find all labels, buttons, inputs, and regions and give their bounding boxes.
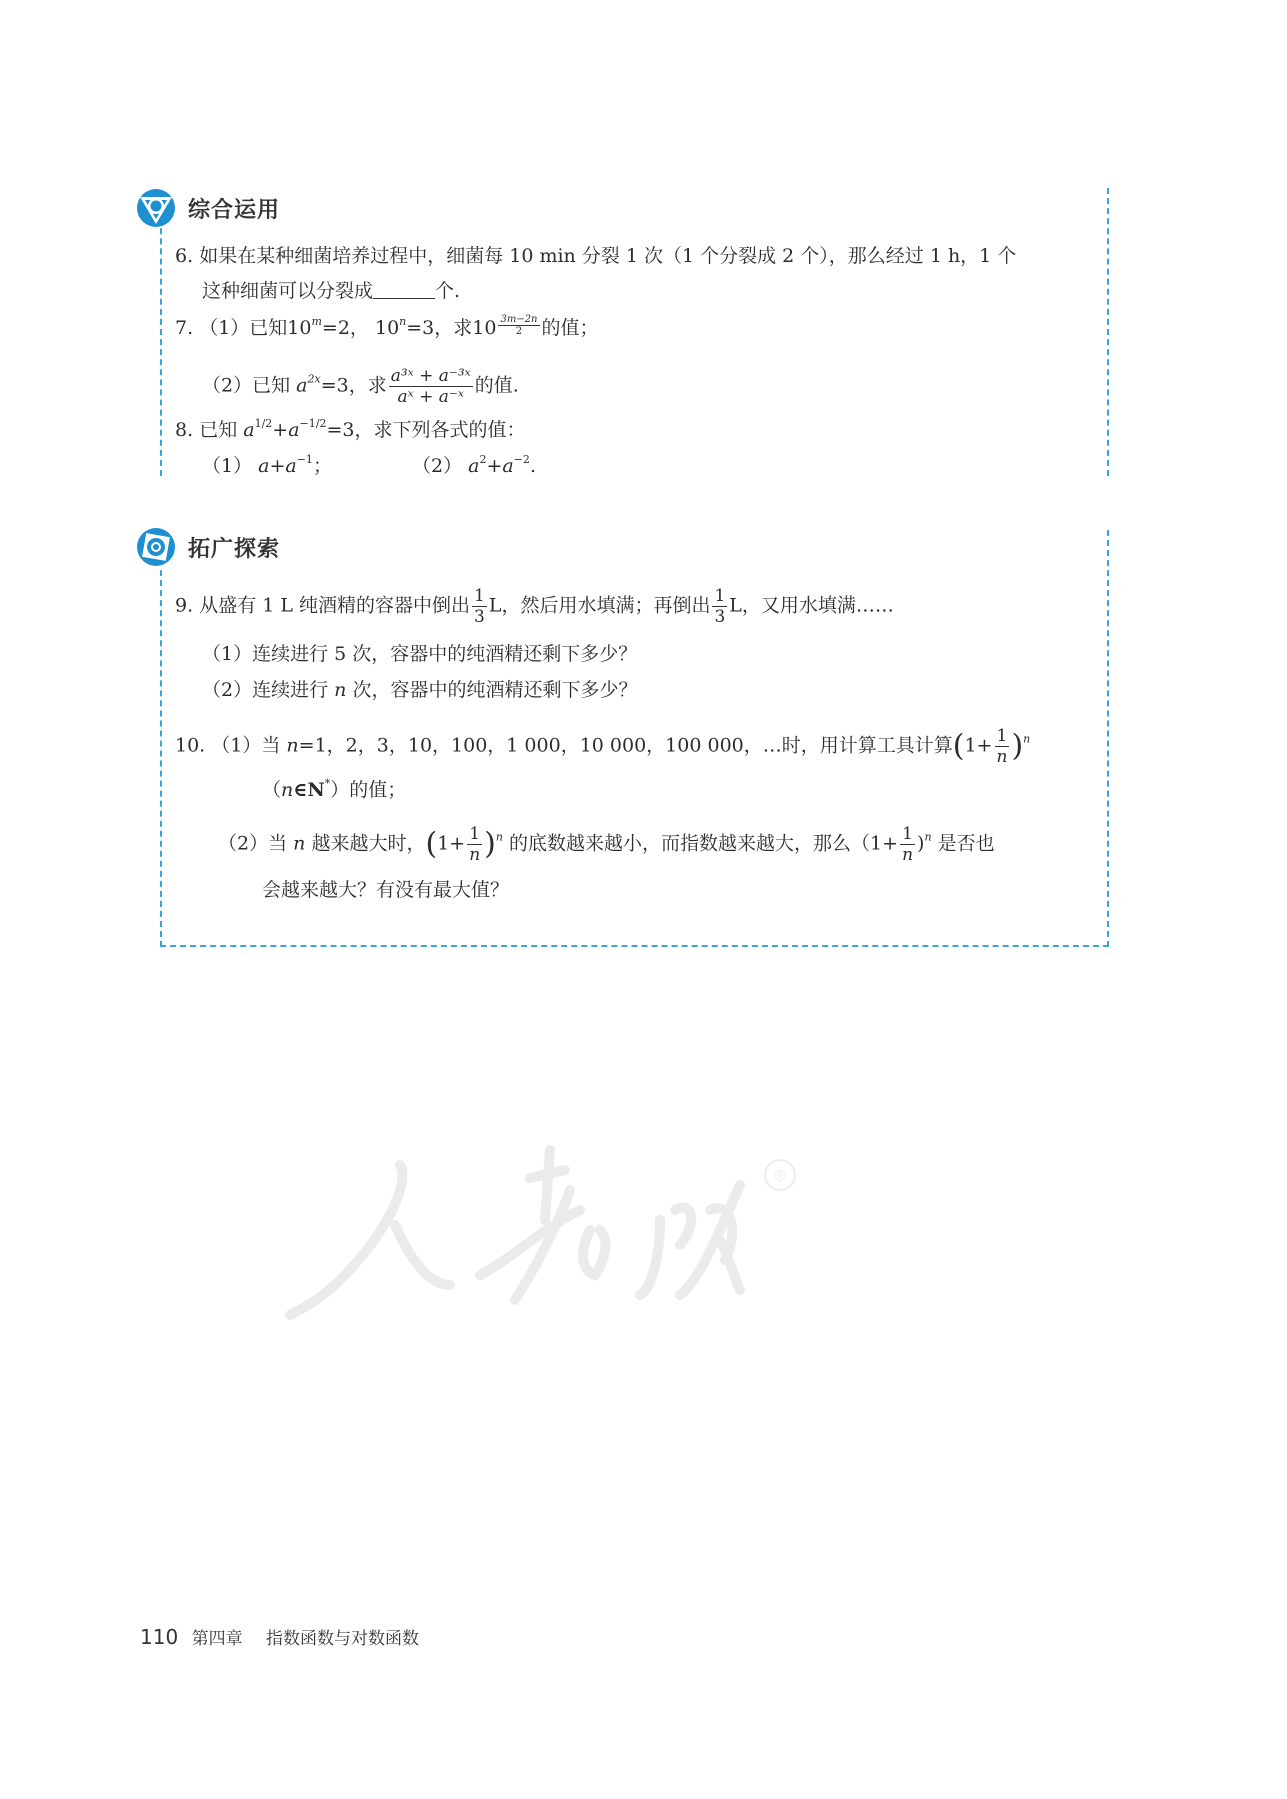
section-header-extension (136, 527, 290, 567)
section-title: 拓广探索 (188, 536, 281, 562)
fraction-one-third: $\frac{1}{3}$ (474, 586, 485, 627)
problem-8-sub2: （2） $a^2+a^{-2}$. (412, 453, 536, 477)
answer-blank (373, 280, 435, 299)
problem-number: 6. (175, 245, 194, 267)
problem-8-line1: 8. 已知 $a^{1/2}+a^{-1/2}=3$，求下列各式的值： (175, 417, 526, 441)
problem-9-sub1: （1）连续进行 5 次，容器中的纯酒精还剩下多少？ (202, 643, 638, 665)
page-number: 110 (140, 1625, 179, 1649)
problem-6-line2: 这种细菌可以分裂成 个. (202, 280, 461, 302)
exponent-fraction: $\frac{3m-2n}{2}$ (500, 314, 538, 337)
problem-10-sub2-line2: 会越来越大？有没有最大值？ (262, 879, 510, 901)
square-circle-icon (136, 527, 176, 567)
problem-10-sub1-line2: （n∈N*）的值； (262, 777, 407, 801)
fraction-one-third: $\frac{1}{3}$ (714, 586, 726, 627)
chapter-title: 指数函数与对数函数 (266, 1629, 419, 1649)
section-header-comprehensive (136, 188, 290, 228)
problem-10-sub2-line1: （2）当 n 越来越大时，(1+ $\frac{1}{n}$ )$^n$ 的底数越来越小，而指数越来越大，那么（1+ $\frac{1}{n}$ )$^n$ 是否也 (218, 824, 995, 865)
chapter-label: 第四章 (191, 1629, 243, 1649)
fraction-expression: $\frac{\text{a³ˣ + a⁻³ˣ}}{\text{aˣ + a⁻ˣ}}$ (390, 366, 471, 407)
svg-text:®: ® (772, 1166, 788, 1185)
problem-9-line1: 9. 从盛有 1 L 纯酒精的容器中倒出 $\frac{1}{3}$ L，然后用水填满；再倒出 $\frac{1}{3}$ L，又用水填满…… (175, 586, 894, 627)
problem-9-sub2: （2）连续进行 n 次，容器中的纯酒精还剩下多少？ (202, 679, 638, 701)
problem-7-part1: 7. （1）已知$10^m=2$， $10^n=3$，求10 $\frac{3m-2n}{2}$ 的值； (175, 314, 599, 339)
problem-8-sub1: （1） $a+a^{-1}$； (202, 453, 332, 477)
publisher-watermark (280, 1090, 1000, 1320)
section-title: 综合运用 (188, 197, 281, 223)
problem-6-line1: 6. 如果在某种细菌培养过程中，细菌每 10 min 分裂 1 次（1 个分裂成 2 个），那么经过 1 h，1 个 (175, 245, 1017, 267)
page-footer (140, 1624, 419, 1649)
problem-7-part2: （2）已知 $a^{2x}=3$，求 $\frac{\text{a³ˣ + a⁻³ˣ}}{\text{aˣ + a⁻ˣ}}$ 的值. (202, 366, 519, 407)
triangle-circle-icon (136, 188, 176, 228)
problem-10-sub1-line1: 10. （1）当 n=1，2，3，10，100，1 000，10 000，100 000，…时，用计算工具计算(1+ $\frac{1}{n}$ )$^n$ (175, 726, 1031, 767)
